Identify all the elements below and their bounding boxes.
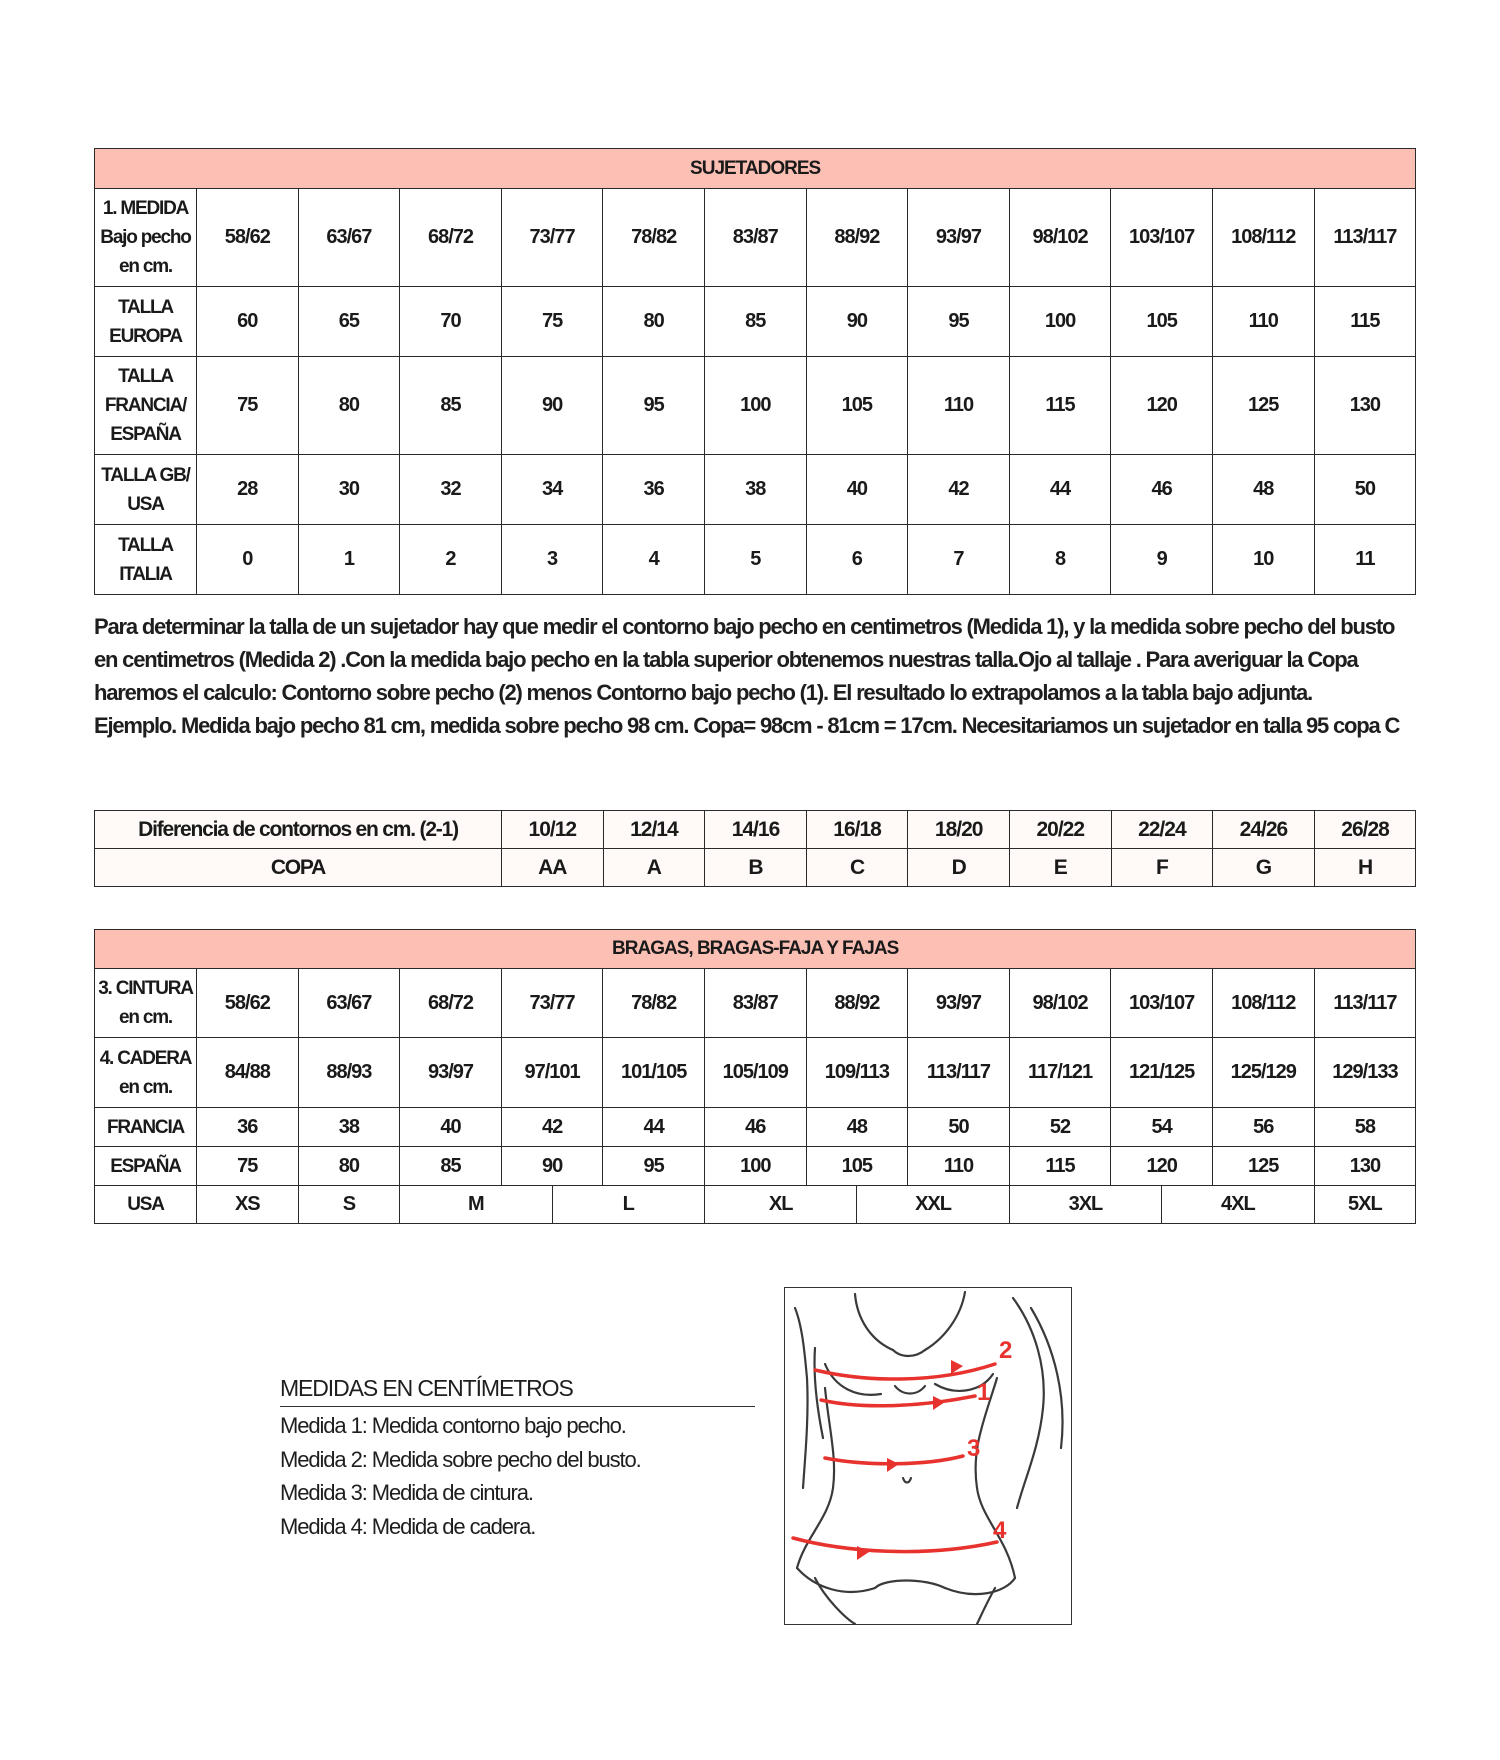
row-label-line: TALLA GB/: [101, 464, 190, 486]
table-cell: 85: [704, 287, 806, 357]
table-cell: H: [1314, 849, 1416, 887]
table-row: [95, 455, 1416, 525]
table-row: [95, 849, 1416, 887]
table-cell: 90: [501, 357, 603, 455]
table-cell: 18/20: [908, 811, 1010, 849]
row-label-line: FRANCIA/: [104, 395, 187, 416]
table-cell: 10/12: [502, 811, 604, 849]
table-cell: 48: [1212, 455, 1314, 525]
table-row: [95, 189, 1416, 287]
table-cell: 10: [1212, 525, 1314, 595]
table-cell: 60: [197, 287, 299, 357]
table-cell: 73/77: [501, 189, 603, 287]
table-cell: 105/109: [704, 1038, 806, 1108]
table-cell: 108/112: [1212, 969, 1314, 1038]
table-cell: 73/77: [501, 969, 603, 1038]
table-row: [95, 1147, 1416, 1186]
table-cell: 44: [603, 1108, 705, 1147]
table-cell: D: [908, 849, 1010, 887]
row-label-line: ITALIA: [119, 563, 172, 585]
legend-item: Medida 3: Medida de cintura.: [280, 1480, 533, 1505]
row-label-line: ESPAÑA: [110, 424, 181, 445]
table-cell: M: [400, 1186, 552, 1224]
table-cell: 16/18: [806, 811, 908, 849]
table-cell: 75: [197, 1147, 299, 1186]
table-cell: 70: [400, 287, 502, 357]
table-cell: 95: [603, 1147, 705, 1186]
table-cell: S: [298, 1186, 400, 1224]
row-label-line: en cm.: [119, 1076, 172, 1098]
row-label: COPA: [95, 849, 502, 887]
table-cell: 68/72: [400, 189, 502, 287]
table-cell: 63/67: [298, 969, 400, 1038]
table-cell: 68/72: [400, 969, 502, 1038]
row-label-line: Bajo pecho: [100, 227, 191, 248]
table-cell: 80: [298, 1147, 400, 1186]
row-label-line: en cm.: [119, 256, 172, 277]
table-cell: 30: [298, 455, 400, 525]
table-cell: 5: [704, 525, 806, 595]
table-row: [95, 1186, 1416, 1224]
table-cell: F: [1111, 849, 1213, 887]
table-cell: 20/22: [1009, 811, 1111, 849]
table-cell: 125/129: [1212, 1038, 1314, 1108]
table-cell: 40: [806, 455, 908, 525]
row-label-line: 3. CINTURA: [98, 978, 193, 999]
table-cell: 56: [1212, 1108, 1314, 1147]
table-cell: 113/117: [1314, 969, 1416, 1038]
table-cell: 54: [1111, 1108, 1213, 1147]
table-cell: 22/24: [1111, 811, 1213, 849]
table-cell: 50: [1314, 455, 1416, 525]
table-cell: 4: [603, 525, 705, 595]
table-cell: 75: [501, 287, 603, 357]
row-label-line: TALLA: [118, 534, 173, 556]
table-cell: 46: [1111, 455, 1213, 525]
table-row: [95, 811, 1416, 849]
bra-table-title: SUJETADORES: [95, 149, 1416, 189]
table-cell: 34: [501, 455, 603, 525]
table-cell: 100: [704, 357, 806, 455]
table-cell: 93/97: [400, 1038, 502, 1108]
table-cell: 12/14: [603, 811, 705, 849]
table-cell: 28: [197, 455, 299, 525]
table-cell: 101/105: [603, 1038, 705, 1108]
table-cell: 130: [1314, 357, 1416, 455]
legend-item: Medida 1: Medida contorno bajo pecho.: [280, 1413, 626, 1438]
table-cell: 48: [806, 1108, 908, 1147]
instructions-text: [94, 610, 1419, 742]
row-label: [95, 357, 197, 455]
briefs-table-title: BRAGAS, BRAGAS-FAJA Y FAJAS: [95, 930, 1416, 969]
table-cell: 110: [908, 357, 1010, 455]
table-cell: 115: [1009, 357, 1111, 455]
table-cell: XS: [197, 1186, 299, 1224]
row-label: FRANCIA: [95, 1108, 197, 1147]
table-cell: 65: [298, 287, 400, 357]
table-cell: 105: [1111, 287, 1213, 357]
row-label-line: TALLA: [118, 296, 173, 318]
table-cell: 7: [908, 525, 1010, 595]
legend-item: Medida 2: Medida sobre pecho del busto.: [280, 1446, 641, 1472]
row-label: [95, 287, 197, 357]
table-cell: 88/92: [806, 189, 908, 287]
table-cell: B: [705, 849, 807, 887]
body-sketch: [785, 1288, 1071, 1624]
row-label: USA: [95, 1186, 197, 1224]
table-cell: 78/82: [603, 969, 705, 1038]
table-cell: 103/107: [1111, 969, 1213, 1038]
instructions-example: Ejemplo. Medida bajo pecho 81 cm, medida sobre pecho 98 cm. Copa= 98cm - 81cm = 17cm. Necesitariamos un sujetador en talla 95 copa C: [94, 713, 1400, 738]
table-cell: 95: [908, 287, 1010, 357]
briefs-size-table: [94, 929, 1416, 1186]
table-cell: 105: [806, 1147, 908, 1186]
table-cell: 80: [298, 357, 400, 455]
row-label: [95, 969, 197, 1038]
table-cell: 26/28: [1314, 811, 1416, 849]
row-label-line: TALLA: [118, 366, 173, 387]
table-cell: XL: [704, 1186, 856, 1224]
table-cell: 52: [1009, 1108, 1111, 1147]
measurements-legend: [280, 1372, 755, 1543]
row-label-line: 4. CADERA: [99, 1047, 192, 1069]
table-cell: 4XL: [1162, 1186, 1314, 1224]
row-label-line: EUROPA: [109, 325, 182, 347]
table-cell: 38: [704, 455, 806, 525]
row-label: [95, 189, 197, 287]
table-cell: 3XL: [1009, 1186, 1161, 1224]
table-cell: E: [1009, 849, 1111, 887]
table-cell: 115: [1009, 1147, 1111, 1186]
table-cell: 80: [603, 287, 705, 357]
table-cell: 85: [400, 1147, 502, 1186]
table-cell: 93/97: [908, 189, 1010, 287]
table-row: [95, 525, 1416, 595]
row-label: [95, 455, 197, 525]
table-cell: 40: [400, 1108, 502, 1147]
table-cell: A: [603, 849, 705, 887]
marker-label: 2: [999, 1337, 1013, 1364]
table-cell: 98/102: [1009, 969, 1111, 1038]
table-cell: 109/113: [806, 1038, 908, 1108]
table-cell: 44: [1009, 455, 1111, 525]
table-cell: 90: [806, 287, 908, 357]
table-cell: 113/117: [1314, 189, 1416, 287]
table-cell: AA: [502, 849, 604, 887]
row-label: [95, 525, 197, 595]
table-cell: 75: [197, 357, 299, 455]
table-cell: 129/133: [1314, 1038, 1416, 1108]
table-cell: 9: [1111, 525, 1213, 595]
legend-item: Medida 4: Medida de cadera.: [280, 1513, 536, 1539]
row-label-line: USA: [127, 493, 164, 515]
table-cell: 121/125: [1111, 1038, 1213, 1108]
row-label-line: 1. MEDIDA: [102, 198, 189, 219]
table-cell: 36: [197, 1108, 299, 1147]
table-cell: 98/102: [1009, 189, 1111, 287]
table-cell: 100: [1009, 287, 1111, 357]
table-cell: 105: [806, 357, 908, 455]
table-cell: 38: [298, 1108, 400, 1147]
table-cell: 63/67: [298, 189, 400, 287]
marker-label: 4: [993, 1517, 1007, 1544]
table-cell: 5XL: [1314, 1186, 1416, 1224]
table-cell: 125: [1212, 357, 1314, 455]
row-label: [95, 1038, 197, 1108]
table-cell: 0: [197, 525, 299, 595]
legend-title: MEDIDAS EN CENTÍMETROS: [280, 1372, 755, 1407]
table-cell: 83/87: [704, 189, 806, 287]
bra-size-table: [94, 148, 1416, 595]
table-cell: 95: [603, 357, 705, 455]
body-measurement-illustration: [784, 1287, 1072, 1625]
table-cell: 58: [1314, 1108, 1416, 1147]
table-cell: 120: [1111, 1147, 1213, 1186]
table-cell: 88/93: [298, 1038, 400, 1108]
table-cell: 88/92: [806, 969, 908, 1038]
marker-label: 1: [977, 1379, 991, 1406]
table-cell: 113/117: [908, 1038, 1010, 1108]
table-cell: 42: [908, 455, 1010, 525]
table-cell: 110: [1212, 287, 1314, 357]
table-cell: 42: [501, 1108, 603, 1147]
table-row: [95, 287, 1416, 357]
table-cell: 3: [501, 525, 603, 595]
table-cell: 110: [908, 1147, 1010, 1186]
table-cell: 6: [806, 525, 908, 595]
table-cell: 125: [1212, 1147, 1314, 1186]
table-cell: 103/107: [1111, 189, 1213, 287]
table-cell: 58/62: [197, 969, 299, 1038]
table-cell: 2: [400, 525, 502, 595]
table-cell: XXL: [857, 1186, 1009, 1224]
table-cell: 120: [1111, 357, 1213, 455]
table-cell: 115: [1314, 287, 1416, 357]
table-row: [95, 1038, 1416, 1108]
marker-label: 3: [967, 1435, 981, 1462]
table-row: [95, 357, 1416, 455]
row-label-line: en cm.: [119, 1007, 172, 1028]
table-cell: 24/26: [1213, 811, 1315, 849]
table-cell: 130: [1314, 1147, 1416, 1186]
table-cell: 58/62: [197, 189, 299, 287]
table-cell: 108/112: [1212, 189, 1314, 287]
row-label: ESPAÑA: [95, 1147, 197, 1186]
usa-size-row: [94, 1185, 1416, 1224]
table-cell: 97/101: [501, 1038, 603, 1108]
table-cell: 14/16: [705, 811, 807, 849]
table-cell: 85: [400, 357, 502, 455]
table-cell: 90: [501, 1147, 603, 1186]
table-cell: 1: [298, 525, 400, 595]
cup-size-table: [94, 810, 1416, 887]
table-cell: L: [552, 1186, 704, 1224]
table-cell: 93/97: [908, 969, 1010, 1038]
table-cell: 84/88: [197, 1038, 299, 1108]
table-cell: G: [1213, 849, 1315, 887]
table-cell: 50: [908, 1108, 1010, 1147]
table-cell: 83/87: [704, 969, 806, 1038]
table-cell: 8: [1009, 525, 1111, 595]
instructions-paragraph: Para determinar la talla de un sujetador hay que medir el contorno bajo pecho en centimetros (Medida 1), y la medida sobre pecho del busto en centimetros (Medida 2) .Con la medida bajo pecho en la tabla superior obtenemos nuestras talla.Ojo al tallaje . Para averiguar la Copa haremos el calculo: Contorno sobre pecho (2) menos Contorno bajo pecho (1). El resultado lo extrapolamos a la tabla bajo adjunta.: [94, 614, 1395, 705]
table-cell: C: [806, 849, 908, 887]
table-cell: 100: [704, 1147, 806, 1186]
table-row: [95, 1108, 1416, 1147]
table-row: [95, 969, 1416, 1038]
table-cell: 36: [603, 455, 705, 525]
table-cell: 32: [400, 455, 502, 525]
table-cell: 117/121: [1009, 1038, 1111, 1108]
table-cell: 46: [704, 1108, 806, 1147]
row-label: Diferencia de contornos en cm. (2-1): [95, 811, 502, 849]
table-cell: 78/82: [603, 189, 705, 287]
table-cell: 11: [1314, 525, 1416, 595]
